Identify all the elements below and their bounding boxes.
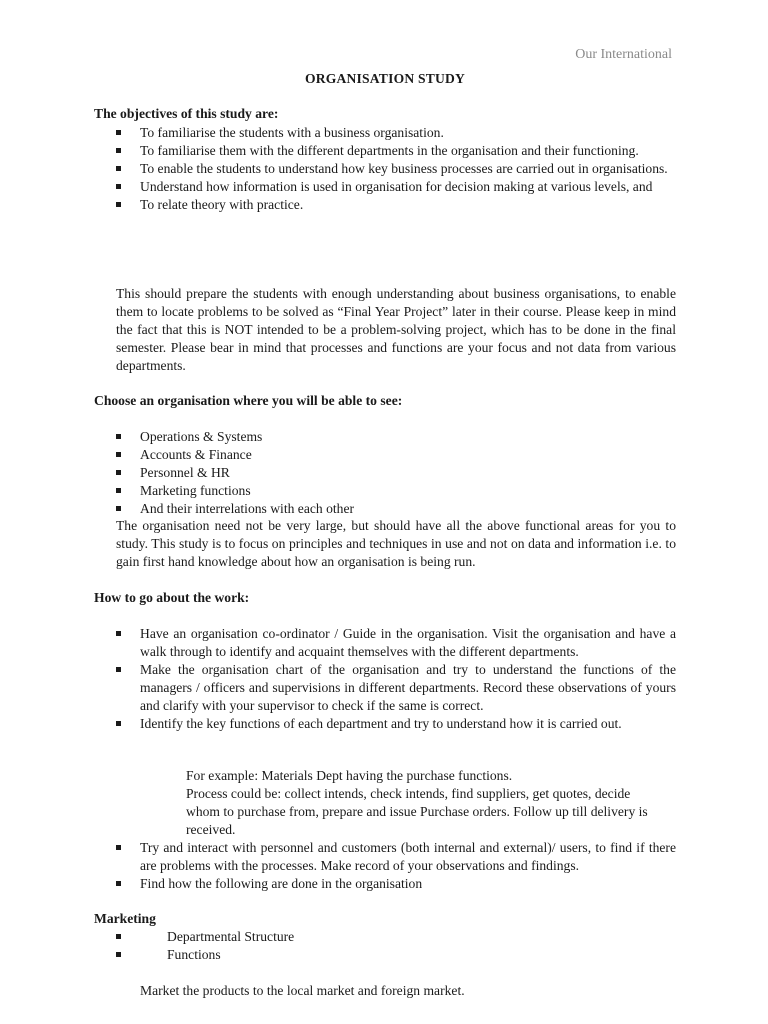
list-item: Personnel & HR [94, 464, 676, 482]
list-item: To relate theory with practice. [94, 196, 676, 214]
bullet-icon [116, 667, 121, 672]
header-text: Our International [575, 47, 672, 62]
list-item: Departmental Structure [94, 928, 676, 946]
choose-heading: Choose an organisation where you will be able to see: [94, 393, 403, 408]
list-item: Accounts & Finance [94, 446, 676, 464]
list-item: And their interrelations with each other [94, 500, 676, 518]
list-item: To enable the students to understand how key business processes are carried out in organisations. [94, 160, 676, 178]
list-item: To familiarise them with the different departments in the organisation and their functioning. [94, 142, 676, 160]
bullet-icon [116, 881, 121, 886]
marketing-paragraph: Market the products to the local market and foreign market. [140, 983, 465, 998]
bullet-icon [116, 631, 121, 636]
bullet-icon [116, 148, 121, 153]
bullet-icon [116, 470, 121, 475]
marketing-heading: Marketing [94, 911, 156, 926]
work-heading: How to go about the work: [94, 590, 250, 605]
list-item: To familiarise the students with a business organisation. [94, 124, 676, 142]
choose-list [94, 428, 676, 518]
choose-paragraph: The organisation need not be very large, but should have all the above functional areas for you to study. This study is to focus on principles and techniques in use and not on data and information i.e. to gain first hand knowledge about how an organisation is being run. [116, 518, 676, 569]
list-item: Understand how information is used in organisation for decision making at various levels, and [94, 178, 676, 196]
bullet-icon [116, 434, 121, 439]
bullet-icon [116, 202, 121, 207]
list-item: Find how the following are done in the organisation [94, 875, 676, 893]
bullet-icon [116, 488, 121, 493]
bullet-icon [116, 452, 121, 457]
list-item: Try and interact with personnel and customers (both internal and external)/ users, to find if there are problems with the processes. Make record of your observations and findings. [94, 839, 676, 875]
bullet-icon [116, 184, 121, 189]
list-item: Make the organisation chart of the organisation and try to understand the functions of the managers / officers and supervisions in different departments. Record these observations of yours and clarify with your supervisor to check if the same is correct. [94, 661, 676, 715]
list-item: Operations & Systems [94, 428, 676, 446]
list-item: Identify the key functions of each department and try to understand how it is carried out. [94, 715, 676, 733]
example-line-1: For example: Materials Dept having the purchase functions. [186, 768, 513, 783]
example-line-2: Process could be: collect intends, check intends, find suppliers, get quotes, decide whom to purchase from, prepare and issue Purchase orders. Follow up till delivery is received. [186, 786, 648, 837]
prepare-paragraph: This should prepare the students with enough understanding about business organisations, to enable them to locate problems to be solved as “Final Year Project” later in their course. Please keep in mind the fact that this is NOT intended to be a problem-solving project, which has to be done in the final semester. Please bear in mind that processes and functions are your focus and not data from various departments. [116, 286, 676, 373]
bullet-icon [116, 506, 121, 511]
objectives-heading: The objectives of this study are: [94, 106, 279, 121]
bullet-icon [116, 721, 121, 726]
work-list-b [94, 839, 676, 893]
marketing-list [94, 928, 676, 964]
document-page [94, 0, 676, 1024]
bullet-icon [116, 934, 121, 939]
list-item: Marketing functions [94, 482, 676, 500]
objectives-list [94, 124, 676, 214]
page-title: ORGANISATION STUDY [304, 71, 466, 86]
list-item: Functions [94, 946, 676, 964]
work-list-a [94, 625, 676, 733]
bullet-icon [116, 952, 121, 957]
bullet-icon [116, 166, 121, 171]
bullet-icon [116, 130, 121, 135]
list-item: Have an organisation co-ordinator / Guide in the organisation. Visit the organisation and have a walk through to identify and acquaint themselves with the different departments. [94, 625, 676, 661]
bullet-icon [116, 845, 121, 850]
